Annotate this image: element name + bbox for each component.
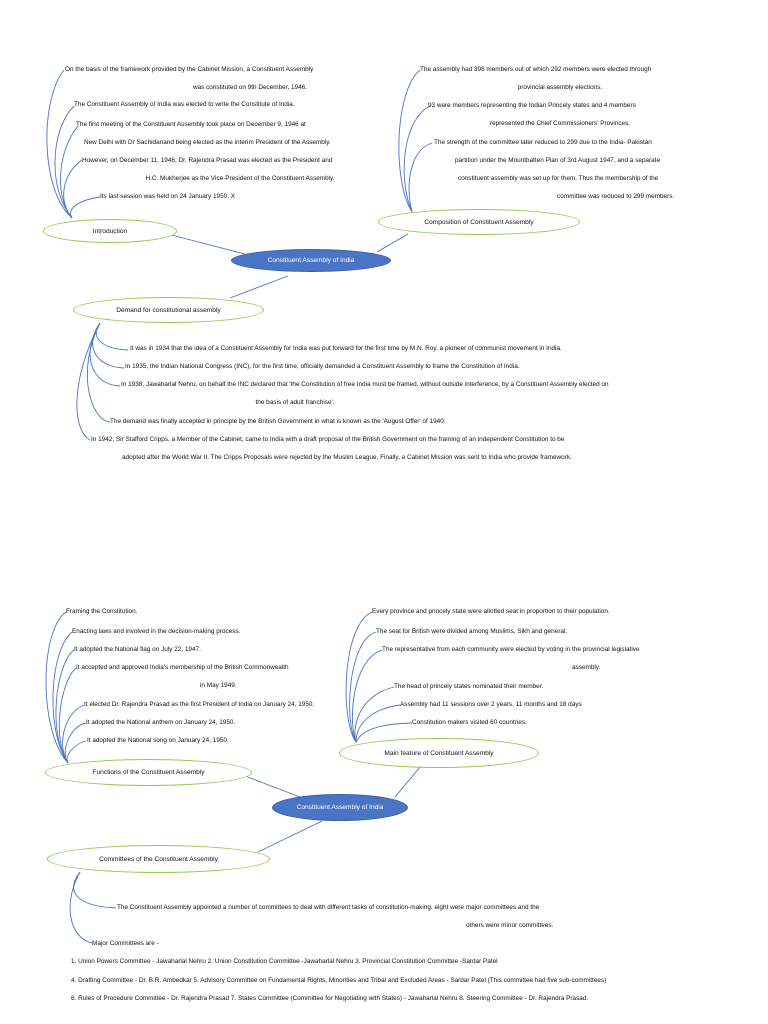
committee-list-line: 4. Drafting Committee - Dr. B.R. Ambedkar 5. Advisory Committee on Fundamental Rights, Minorities and Tribal and Excluded Areas - Sardar Patel (This committee had five sub-committees): [71, 977, 607, 984]
committees-item: Major Committees are -: [92, 940, 159, 947]
committees-item: others were minor committees.: [466, 922, 554, 929]
composition-item: The strength of the committee later reduced to 299 due to the India- Pakistan: [434, 139, 652, 146]
committees-node: Committees of the Constituent Assembly: [47, 845, 270, 873]
functions-node: Functions of the Constituent Assembly: [45, 759, 252, 786]
link-composition: [377, 234, 408, 252]
features-item: Assembly had 11 sessions over 2 years, 11 months and 18 days: [400, 701, 582, 708]
features-node: Main feature of Constituent Assembly: [339, 738, 539, 768]
composition-item: provincial assembly elections.: [517, 84, 603, 91]
link-features: [395, 767, 420, 797]
intro-item: was constituted on 9th December, 1946.: [192, 84, 308, 91]
link-committees: [258, 821, 322, 852]
demand-item: In 1942, Sir Stafford Cripps, a Member of the Cabinet, came to India with a draft proposal of the British Government on the framing of an independent Constitution to be: [91, 436, 565, 443]
center-node-2: Constituent Assembly of India: [272, 794, 408, 821]
intro-item: The Constituent Assembly of India was elected to write the Constitute of India.: [74, 101, 295, 108]
composition-item: represented the Chief Commissioners' Provinces.: [489, 120, 631, 127]
committee-list-line: 1. Union Powers Committee - Jawaharlal Nehru 2. Union Constitution Committee -Jawaharlal Nehru 3. Provincial Constitution Committee -Sardar Patel: [71, 958, 498, 965]
link-demand: [230, 276, 288, 298]
committees-branches: [70, 872, 116, 943]
functions-item: Enacting laws and involved in the decision-making process.: [72, 628, 241, 635]
functions-item: It adopted the National anthem on January 24, 1950.: [86, 719, 236, 726]
features-item: assembly.: [572, 664, 601, 671]
functions-item: in May 1949.: [200, 682, 237, 689]
composition-node: Composition of Constituent Assembly: [378, 209, 580, 235]
features-item: The representative from each community were elected by voting in the provincial legislative: [382, 646, 640, 653]
features-item: Every province and princely state were allotted seat in proportion to their population.: [372, 608, 610, 615]
composition-item: partition under the Mountbatten Plan of 3rd August 1947, and a separate: [455, 157, 661, 164]
intro-item: On the basis of the framework provided by the Cabinet Mission, a Constituent Assembly: [65, 66, 314, 73]
intro-item: H.C. Mukherjee as the Vice-President of the Constituent Assembly.: [145, 175, 335, 182]
committee-list-line: 6. Rules of Procedure Committee - Dr. Rajendra Prasad 7. States Committee (Committee for Negotiating with States) - Jawaharlal Nehru 8. Steering Committee - Dr. Rajendra Prasad.: [71, 995, 589, 1002]
center-node-1: Constituent Assembly of India: [231, 249, 391, 272]
features-item: The head of princely states nominated their member.: [394, 683, 544, 690]
composition-item: The assembly had 398 members out of which 292 members were elected through: [420, 66, 652, 73]
composition-item: constituent assembly was set up for them. Thus the membership of the: [458, 175, 659, 182]
link-functions: [245, 776, 300, 797]
demand-item: In 1935, the Indian National Congress (INC), for the first time, officially demanded a Constituent Assembly to frame the Constitution of India.: [125, 363, 520, 370]
demand-node: Demand for constitutional assembly: [73, 297, 264, 323]
functions-item: It adopted the National flag on July 22, 1947.: [74, 646, 201, 653]
composition-branches: [399, 70, 432, 212]
demand-item: It was in 1934 that the idea of a Constituent Assembly for India was put forward for the first time by M.N. Roy, a pioneer of communist movement in India.: [130, 345, 562, 352]
features-item: The seat for British were divided among Muslims, Sikh and general.: [376, 628, 568, 635]
intro-item: The first meeting of the Constituent Assembly took place on December 9, 1946 at: [76, 121, 306, 128]
demand-item: The demand was finally accepted in principle by the British Government in what is known as the 'August Offer' of 1940.: [110, 418, 446, 425]
composition-item: 93 were members representing the Indian Princely states and 4 members: [428, 102, 636, 109]
composition-item: committee was reduced to 299 members.: [557, 193, 675, 200]
functions-item: Framing the Constitution.: [66, 608, 138, 615]
functions-item: It accepted and approved India's membership of the British Commonwealth: [76, 664, 289, 671]
demand-item: In 1938, Jawaharlal Nehru, on behalf the INC declared that 'the Constitution of free India must be framed, without outside interference, by a Constituent Assembly elected on: [121, 381, 609, 388]
functions-item: It elected Dr. Rajendra Prasad as the first President of India on January 24, 1950.: [84, 701, 315, 708]
intro-item: Its last session was held on 24 January 1950. X: [100, 193, 235, 200]
committees-item: The Constituent Assembly appointed a number of committees to deal with different tasks of constitution-making. eight were major committees and the: [117, 904, 540, 911]
intro-item: New Delhi with Dr Sachidanand being elected as the interim President of the Assembly.: [84, 139, 331, 146]
introduction-node: Introduction: [43, 219, 177, 243]
functions-item: It adopted the National song on January 24, 1950.: [87, 737, 229, 744]
features-item: Constitution makers visited 60 countries.: [412, 719, 527, 726]
demand-item: adopted after the World War II. The Cripps Proposals were rejected by the Muslim League, Finally, a Cabinet Mission was sent to India who provide framework.: [122, 454, 572, 461]
demand-item: the basis of adult franchise'.: [255, 399, 335, 406]
intro-item: However, on December 11, 1946, Dr. Rajendra Prasad was elected as the President and: [82, 157, 333, 164]
